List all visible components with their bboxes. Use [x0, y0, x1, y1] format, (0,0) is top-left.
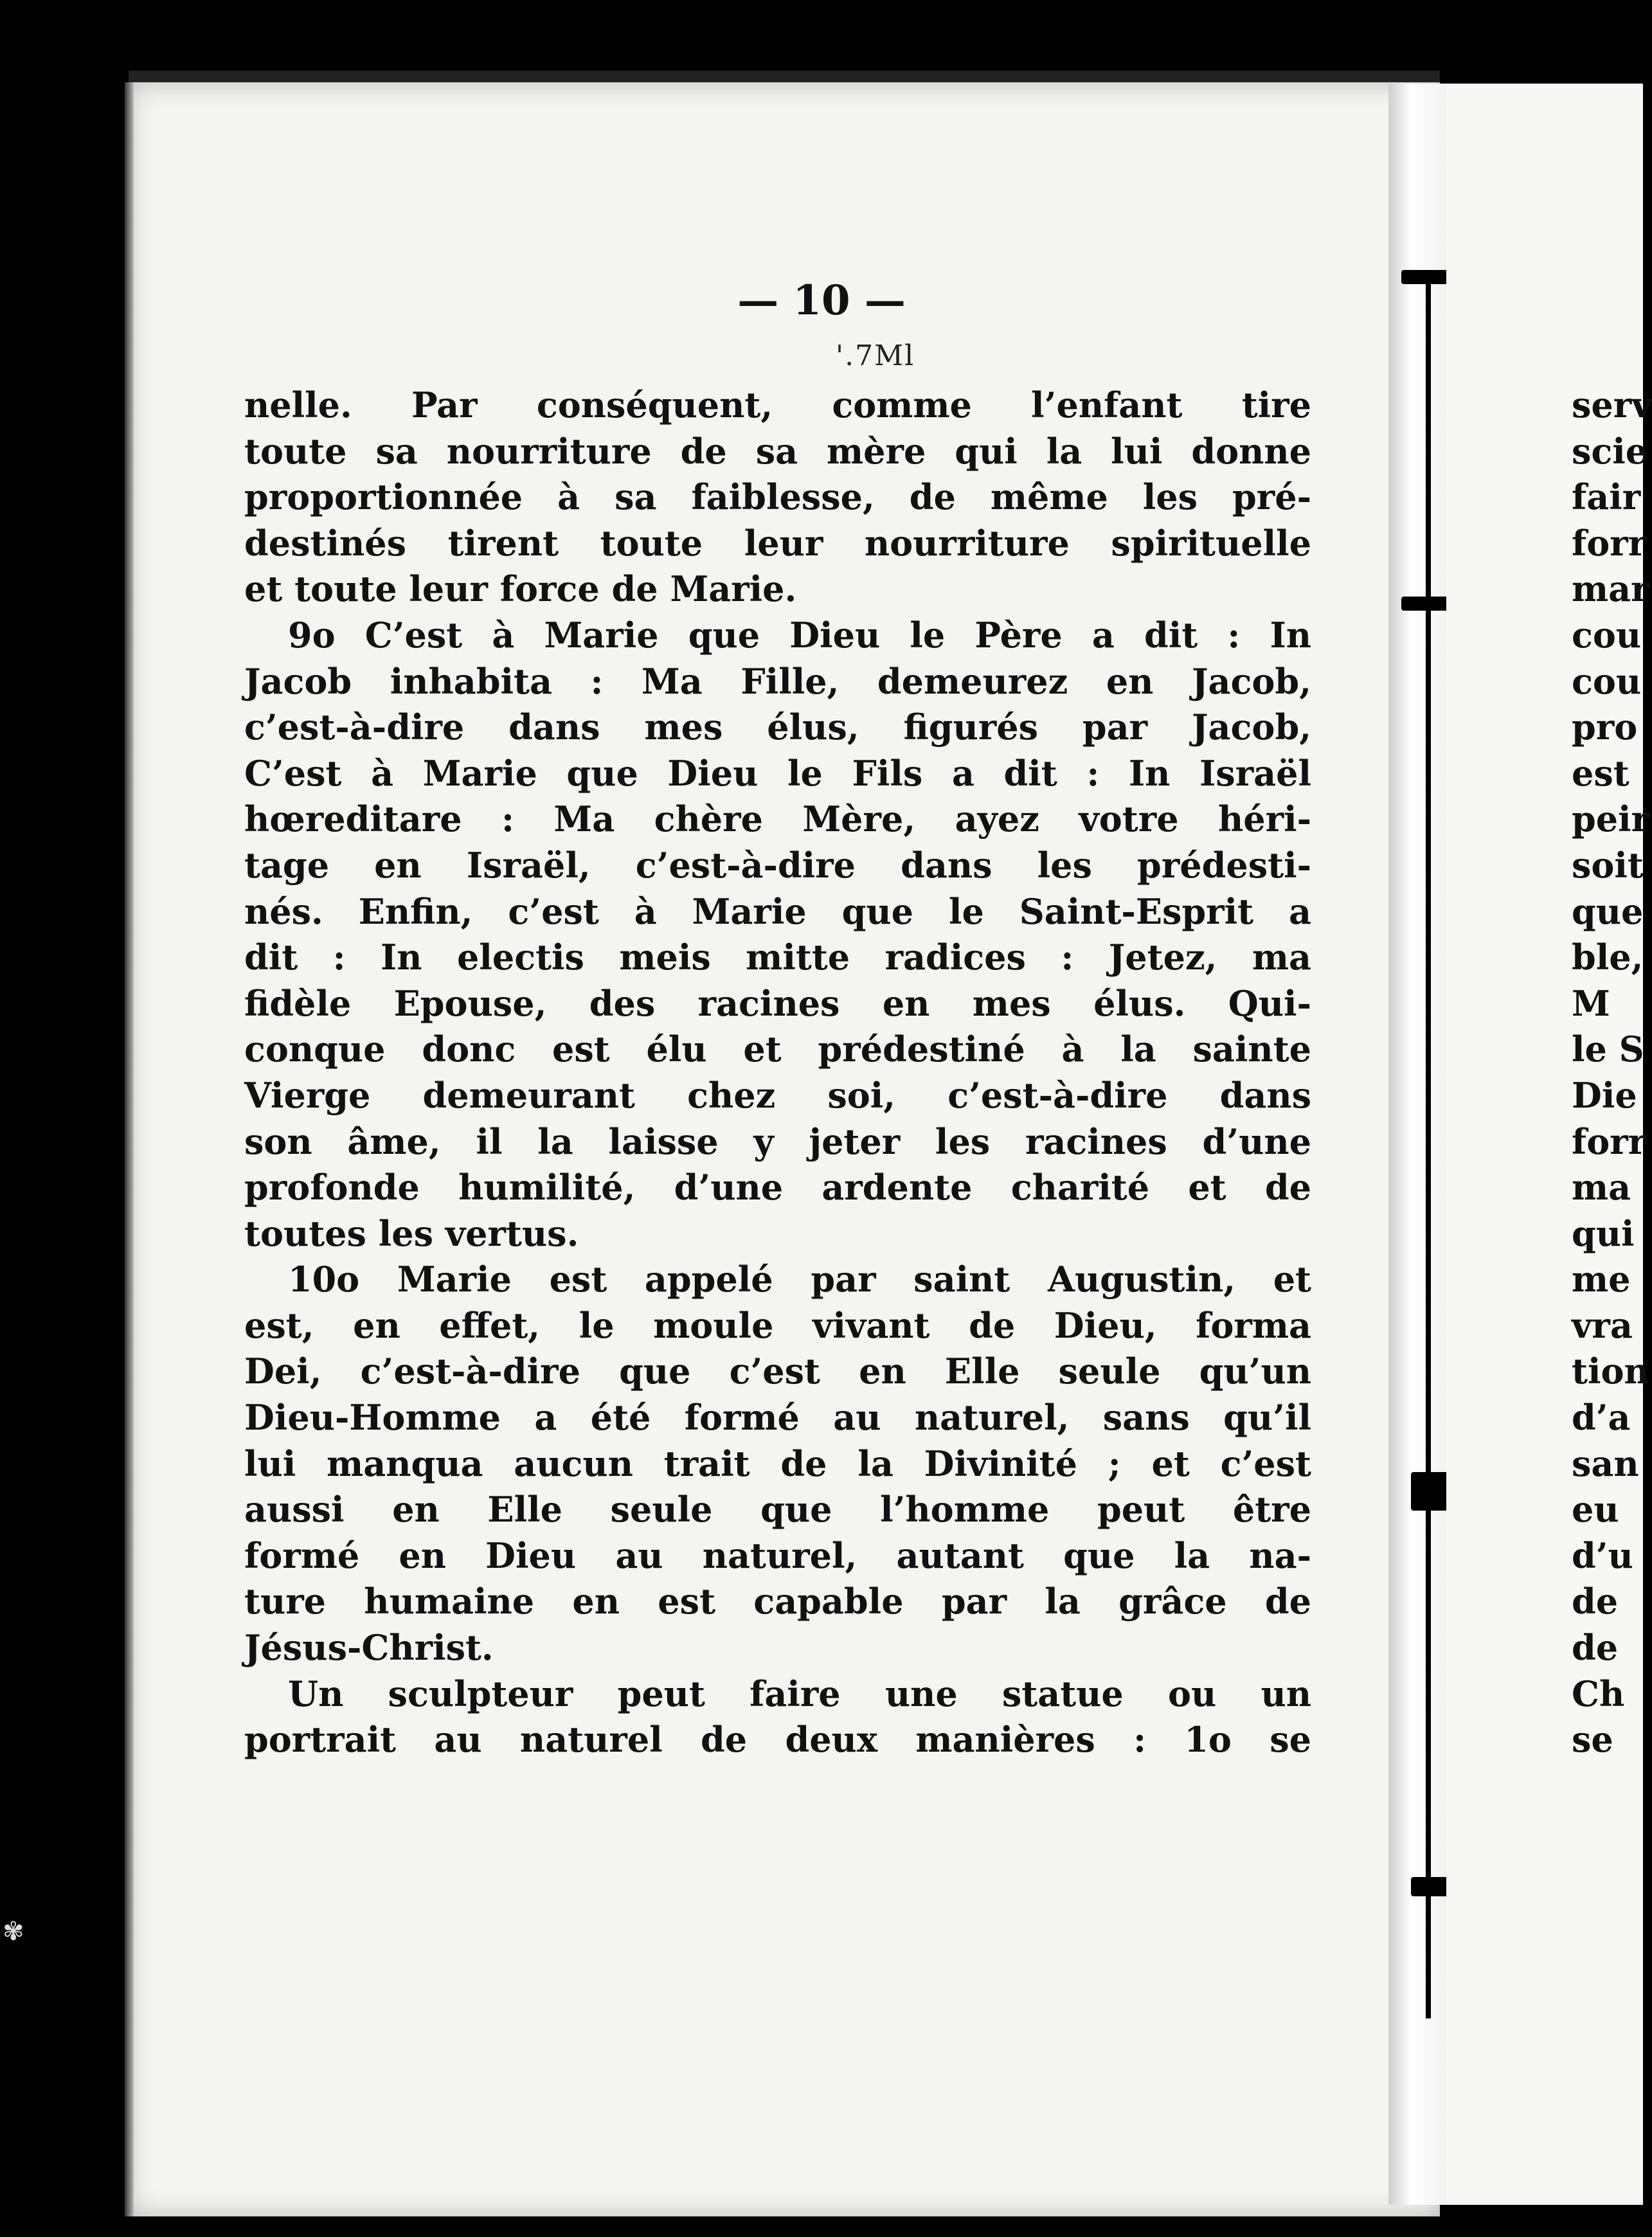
right-page-fragment: san [1572, 1442, 1639, 1484]
right-page-fragment: se [1572, 1719, 1613, 1761]
text-line: dit : In electis meis mitte radices : Jetez, ma [244, 937, 1311, 978]
right-page-fragment: serv [1572, 384, 1652, 426]
right-page-fragment: Ch [1572, 1673, 1625, 1714]
right-page-fragment: ble, [1572, 937, 1644, 978]
right-page-fragment: que [1572, 890, 1644, 932]
text-line: portrait au naturel de deux manières : 1o se [244, 1719, 1311, 1761]
right-page-fragment: vra [1572, 1304, 1633, 1346]
text-line: 9o C’est à Marie que Dieu le Père a dit : In [288, 614, 1311, 656]
right-page-fragment: ma [1572, 1167, 1631, 1208]
right-page-fragment: M [1572, 982, 1610, 1024]
right-page-fragment: tion [1572, 1351, 1649, 1392]
text-line: hœreditare : Ma chère Mère, ayez votre héri- [244, 798, 1311, 840]
text-line: Dieu-Homme a été formé au naturel, sans qu’il [244, 1397, 1311, 1439]
text-line: ture humaine en est capable par la grâce de [244, 1581, 1311, 1622]
text-line: aussi en Elle seule que l’homme peut être [244, 1489, 1311, 1531]
right-page-fragment: qui [1572, 1212, 1635, 1254]
text-line: son âme, il la laisse y jeter les racines d’une [244, 1120, 1311, 1162]
text-line: 10o Marie est appelé par saint Augustin, et [288, 1259, 1311, 1300]
right-page-fragment: de [1572, 1581, 1619, 1622]
text-line: et toute leur force de Marie. [244, 568, 797, 610]
right-page-fragment: mar [1572, 568, 1649, 610]
margin-mark: ✾ [3, 1917, 24, 1946]
right-page-fragment: scie [1572, 430, 1648, 472]
library-mark: '.7Ml [836, 339, 915, 372]
text-line: c’est-à-dire dans mes élus, figurés par Jacob, [244, 706, 1311, 748]
right-page-fragment: forr [1572, 522, 1647, 564]
right-page-text-fragments [1572, 382, 1652, 1763]
right-page-fragment: eu [1572, 1489, 1619, 1531]
right-page-fragment: cou [1572, 660, 1642, 702]
right-page-fragment: cou [1572, 614, 1642, 656]
right-page-fragment: fair [1572, 476, 1641, 518]
text-line: tage en Israël, c’est-à-dire dans les prédesti- [244, 844, 1311, 886]
right-page-fragment: d’a [1572, 1397, 1631, 1439]
text-line: lui manqua aucun trait de la Divinité ; et c’est [244, 1442, 1311, 1484]
right-page-fragment: peir [1572, 798, 1650, 840]
right-page-fragment: d’u [1572, 1534, 1633, 1576]
right-page-fragment: forr [1572, 1120, 1647, 1162]
right-page-fragment: soit [1572, 844, 1644, 886]
text-line: destinés tirent toute leur nourriture spirituelle [244, 522, 1311, 564]
binding-staple [1411, 1877, 1450, 1896]
binding-line [1426, 270, 1431, 2018]
text-line: est, en effet, le moule vivant de Dieu, forma [244, 1304, 1311, 1346]
right-page-fragment: Die [1572, 1074, 1637, 1116]
text-line: proportionnée à sa faiblesse, de même les pré- [244, 476, 1311, 518]
text-line: nés. Enfin, c’est à Marie que le Saint-Esprit a [244, 890, 1311, 932]
text-line: Jésus-Christ. [244, 1627, 494, 1669]
right-page-fragment: est [1572, 752, 1630, 794]
text-line: Vierge demeurant chez soi, c’est-à-dire dans [244, 1074, 1311, 1116]
right-page-fragment: de [1572, 1627, 1619, 1669]
text-line: nelle. Par conséquent, comme l’enfant tire [244, 384, 1311, 426]
right-page-fragment: me [1572, 1259, 1631, 1300]
text-line: Jacob inhabita : Ma Fille, demeurez en Jacob, [244, 660, 1311, 702]
text-line: formé en Dieu au naturel, autant que la na- [244, 1534, 1311, 1576]
text-line: Dei, c’est-à-dire que c’est en Elle seule qu’un [244, 1351, 1311, 1392]
text-line: Un sculpteur peut faire une statue ou un [288, 1673, 1311, 1714]
text-line: conque donc est élu et prédestiné à la sainte [244, 1029, 1311, 1070]
binding-staple [1411, 1472, 1450, 1511]
text-line: toutes les vertus. [244, 1212, 579, 1254]
right-page-fragment: le S [1572, 1029, 1644, 1070]
text-line: profonde humilité, d’une ardente charité et de [244, 1167, 1311, 1208]
text-line: C’est à Marie que Dieu le Fils a dit : In Israël [244, 752, 1311, 794]
text-line: toute sa nourriture de sa mère qui la lui donne [244, 430, 1311, 472]
text-line: fidèle Epouse, des racines en mes élus. Qui- [244, 982, 1311, 1024]
page-number: — 10 — [737, 276, 906, 325]
right-page-fragment: pro [1572, 706, 1638, 748]
body-text [244, 382, 1311, 1763]
